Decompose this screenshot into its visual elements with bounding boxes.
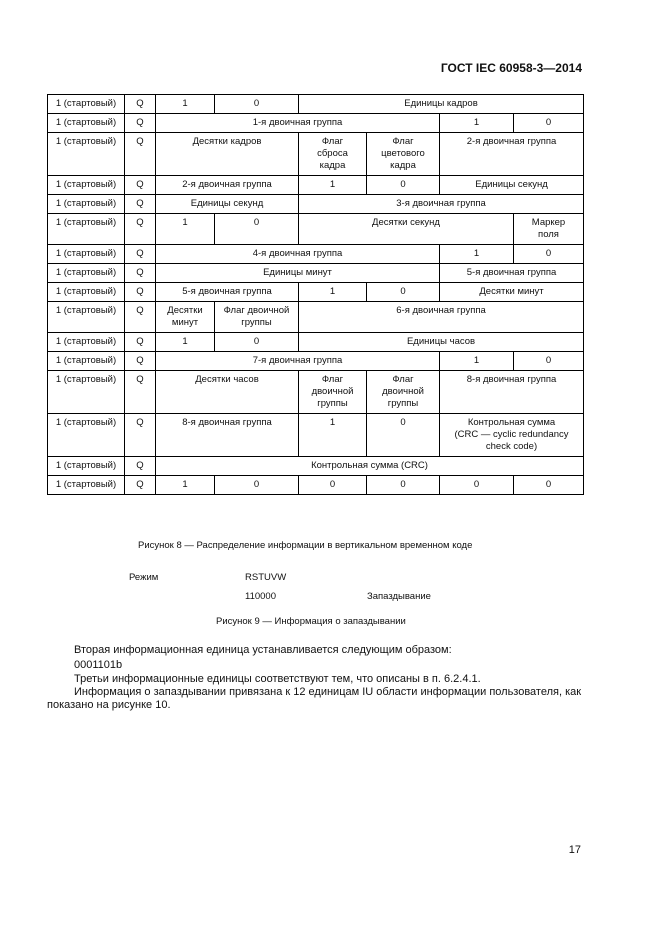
table-cell: 1 (стартовый): [48, 214, 125, 245]
table-cell: 1: [299, 283, 367, 302]
table-cell: Десятки кадров: [156, 133, 299, 176]
table-cell: Единицы секунд: [156, 195, 299, 214]
table-row: [48, 476, 584, 495]
table-cell: 0: [367, 476, 440, 495]
table-cell: 7-я двоичная группа: [156, 352, 440, 371]
table-cell: 0: [514, 245, 584, 264]
table-cell: Флаг двоичной группы: [367, 371, 440, 414]
mode-bits: RSTUVW: [245, 572, 287, 583]
table-cell: 8-я двоичная группа: [156, 414, 299, 457]
table-cell: Q: [125, 264, 156, 283]
table-cell: 0: [215, 95, 299, 114]
table-cell: Q: [125, 245, 156, 264]
table-cell: Q: [125, 133, 156, 176]
table-cell: Десятки часов: [156, 371, 299, 414]
table-cell: Контрольная сумма (CRC — cyclic redundancy check code): [440, 414, 584, 457]
table-cell: Флаг двоичной группы: [299, 371, 367, 414]
table-cell: Q: [125, 457, 156, 476]
table-cell: 4-я двоичная группа: [156, 245, 440, 264]
table-cell: 1 (стартовый): [48, 264, 125, 283]
table-cell: Единицы секунд: [440, 176, 584, 195]
table-cell: 1 (стартовый): [48, 195, 125, 214]
table-cell: 1 (стартовый): [48, 95, 125, 114]
table-cell: Q: [125, 414, 156, 457]
table-cell: 1 (стартовый): [48, 176, 125, 195]
mode-label: Режим: [129, 572, 159, 583]
table-cell: 1: [299, 176, 367, 195]
table-cell: Флаг цветового кадра: [367, 133, 440, 176]
table-cell: 1 (стартовый): [48, 245, 125, 264]
table-cell: Q: [125, 333, 156, 352]
table-cell: 1: [440, 245, 514, 264]
paragraph-delay-info-cont: показано на рисунке 10.: [47, 699, 171, 711]
table-cell: 0: [367, 176, 440, 195]
table-cell: Q: [125, 371, 156, 414]
figure-9-caption: Рисунок 9 — Информация о запаздывании: [216, 616, 406, 627]
table-row: [48, 245, 584, 264]
table-cell: Десятки секунд: [299, 214, 514, 245]
table-cell: Q: [125, 114, 156, 133]
table-cell: 1 (стартовый): [48, 302, 125, 333]
table-cell: 0: [514, 476, 584, 495]
table-cell: Контрольная сумма (CRC): [156, 457, 584, 476]
table-cell: 1: [156, 333, 215, 352]
table-cell: Маркер поля: [514, 214, 584, 245]
table-cell: Десятки минут: [156, 302, 215, 333]
mode-value: 110000: [245, 591, 276, 602]
table-cell: 1 (стартовый): [48, 283, 125, 302]
paragraph-binary-value: 0001101b: [74, 659, 123, 671]
paragraph-second-unit: Вторая информационная единица устанавливается следующим образом:: [74, 644, 452, 656]
table-cell: 2-я двоичная группа: [440, 133, 584, 176]
table-cell: 3-я двоичная группа: [299, 195, 584, 214]
table-cell: 1 (стартовый): [48, 133, 125, 176]
table-cell: Q: [125, 195, 156, 214]
table-cell: 0: [299, 476, 367, 495]
table-cell: Q: [125, 283, 156, 302]
table-cell: 1: [156, 214, 215, 245]
table-cell: 1 (стартовый): [48, 114, 125, 133]
table-cell: 0: [215, 214, 299, 245]
table-row: [48, 133, 584, 176]
table-cell: 0: [440, 476, 514, 495]
table-row: [48, 302, 584, 333]
page-number: 17: [568, 844, 581, 856]
table-cell: Q: [125, 176, 156, 195]
table-row: [48, 195, 584, 214]
table-cell: 8-я двоичная группа: [440, 371, 584, 414]
table-cell: 0: [514, 352, 584, 371]
table-cell: 0: [367, 414, 440, 457]
table-cell: Флаг сброса кадра: [299, 133, 367, 176]
table-cell: Q: [125, 476, 156, 495]
table-cell: 1: [156, 95, 215, 114]
table-cell: 1 (стартовый): [48, 457, 125, 476]
table-cell: Q: [125, 214, 156, 245]
table-cell: Единицы минут: [156, 264, 440, 283]
table-row: [48, 414, 584, 457]
table-cell: 5-я двоичная группа: [440, 264, 584, 283]
table-cell: Q: [125, 95, 156, 114]
table-cell: 1-я двоичная группа: [156, 114, 440, 133]
paragraph-third-units: Третьи информационные единицы соответствуют тем, что описаны в п. 6.2.4.1.: [74, 673, 481, 685]
table-cell: 1 (стартовый): [48, 352, 125, 371]
table-row: [48, 176, 584, 195]
table-row: [48, 333, 584, 352]
table-cell: 0: [367, 283, 440, 302]
table-cell: 0: [215, 476, 299, 495]
table-row: [48, 457, 584, 476]
mode-meaning: Запаздывание: [367, 591, 431, 602]
table-row: [48, 371, 584, 414]
table-row: [48, 214, 584, 245]
table-cell: 1 (стартовый): [48, 476, 125, 495]
document-header: ГОСТ IEC 60958-3—2014: [440, 61, 582, 75]
table-row: [48, 95, 584, 114]
table-cell: 1: [156, 476, 215, 495]
table-cell: 2-я двоичная группа: [156, 176, 299, 195]
table-cell: 1: [440, 114, 514, 133]
table-row: [48, 114, 584, 133]
table-cell: 1 (стартовый): [48, 371, 125, 414]
table-row: [48, 352, 584, 371]
table-cell: 1: [299, 414, 367, 457]
table-cell: 1 (стартовый): [48, 333, 125, 352]
table-cell: Флаг двоичной группы: [215, 302, 299, 333]
table-cell: 0: [215, 333, 299, 352]
table-cell: 0: [514, 114, 584, 133]
table-cell: 6-я двоичная группа: [299, 302, 584, 333]
table-cell: Единицы кадров: [299, 95, 584, 114]
table-cell: Единицы часов: [299, 333, 584, 352]
table-row: [48, 283, 584, 302]
table-row: [48, 264, 584, 283]
figure-8-caption: Рисунок 8 — Распределение информации в вертикальном временном коде: [138, 540, 473, 551]
table-cell: 1 (стартовый): [48, 414, 125, 457]
table-cell: Q: [125, 302, 156, 333]
timecode-bit-table: [47, 94, 584, 495]
table-cell: Q: [125, 352, 156, 371]
table-cell: Десятки минут: [440, 283, 584, 302]
table-cell: 5-я двоичная группа: [156, 283, 299, 302]
paragraph-delay-info: Информация о запаздывании привязана к 12 единицам IU области информации пользователя, как: [74, 686, 582, 698]
table-cell: 1: [440, 352, 514, 371]
